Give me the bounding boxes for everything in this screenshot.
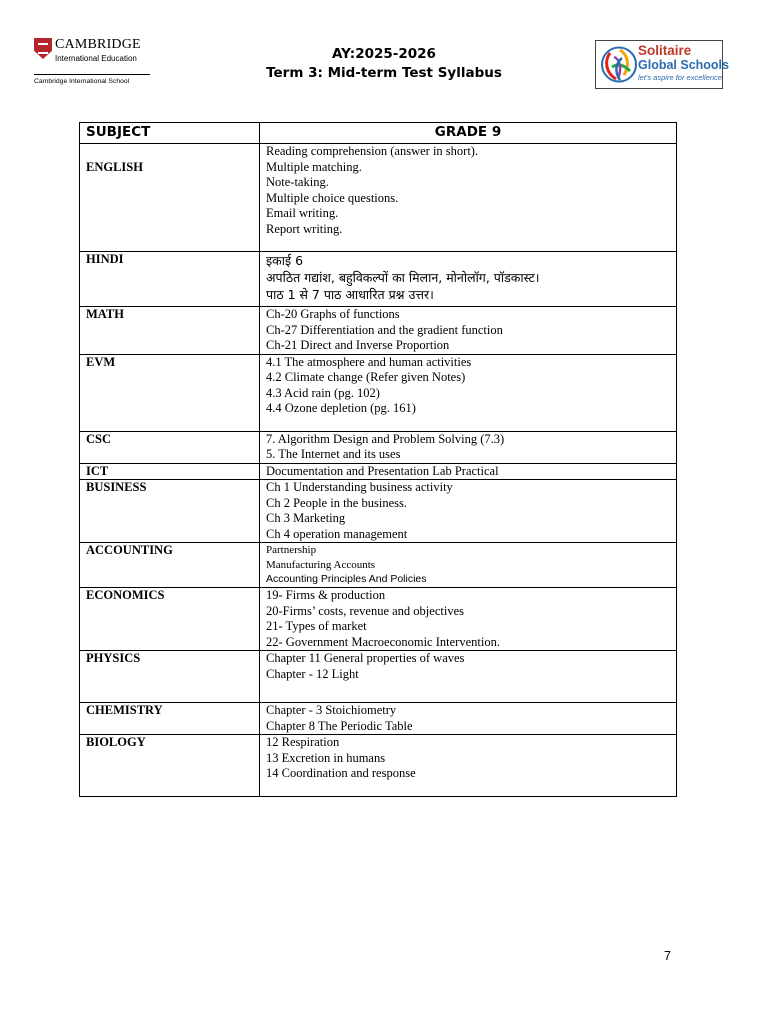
- table-row: [80, 703, 677, 735]
- table-row: [80, 354, 677, 431]
- cambridge-logo-name: CAMBRIDGE: [55, 37, 141, 52]
- subject-cell: CSC: [80, 431, 260, 463]
- topic-item: इकाई 6: [266, 253, 304, 268]
- table-row: [80, 307, 677, 355]
- topic-item: Note-taking.: [266, 175, 329, 189]
- topic-item: Chapter 8 The Periodic Table: [266, 718, 413, 733]
- topic-item: Ch 2 People in the business.: [266, 495, 407, 510]
- topics-cell: [260, 735, 677, 797]
- topic-item: 4.3 Acid rain (pg. 102): [266, 385, 380, 400]
- subject-column-header: SUBJECT: [80, 123, 260, 144]
- topics-cell: [260, 651, 677, 703]
- topic-item: Manufacturing Accounts: [266, 558, 376, 571]
- grade-column-header: GRADE 9: [260, 123, 677, 144]
- table-header-row: [80, 123, 677, 144]
- table-row: [80, 480, 677, 543]
- topic-item: Report writing.: [266, 221, 343, 236]
- topic-item: 4.4 Ozone depletion (pg. 161): [266, 401, 416, 415]
- topics-cell: [260, 463, 677, 480]
- subject-cell: BUSINESS: [80, 480, 260, 543]
- topic-item: Ch-21 Direct and Inverse Proportion: [266, 338, 450, 352]
- topic-item: 4.1 The atmosphere and human activities: [266, 354, 472, 369]
- topic-item: 21- Types of market: [266, 619, 367, 633]
- table-row: [80, 431, 677, 463]
- topic-item: Ch 4 operation management: [266, 526, 408, 541]
- topics-cell: [260, 252, 677, 307]
- subject-cell: MATH: [80, 307, 260, 355]
- subject-cell: CHEMISTRY: [80, 703, 260, 735]
- solitaire-logo-tagline: let's aspire for excellence: [638, 73, 722, 82]
- topic-item: Ch 3 Marketing: [266, 511, 346, 525]
- topics-cell: [260, 703, 677, 735]
- table-row: [80, 735, 677, 797]
- solitaire-globe-icon: [600, 45, 638, 84]
- table-row: [80, 588, 677, 651]
- subject-cell: PHYSICS: [80, 651, 260, 703]
- topic-item: 4.2 Climate change (Refer given Notes): [266, 370, 466, 384]
- topics-cell: [260, 144, 677, 252]
- topic-item: Documentation and Presentation Lab Practical: [266, 463, 499, 478]
- topic-item: Chapter - 3 Stoichiometry: [266, 703, 397, 717]
- table-row: [80, 543, 677, 588]
- syllabus-table: [79, 122, 677, 797]
- subject-cell: EVM: [80, 354, 260, 431]
- subject-cell: HINDI: [80, 252, 260, 307]
- cambridge-logo-subtitle: International Education: [55, 54, 137, 63]
- topic-item: Multiple matching.: [266, 159, 362, 174]
- topic-item: 12 Respiration: [266, 735, 340, 749]
- topic-item: Chapter - 12 Light: [266, 666, 359, 681]
- topic-item: Partnership: [266, 544, 317, 556]
- topic-item: Multiple choice questions.: [266, 190, 399, 205]
- subject-cell: ACCOUNTING: [80, 543, 260, 588]
- topic-item: 19- Firms & production: [266, 588, 386, 602]
- topics-cell: [260, 354, 677, 431]
- solitaire-logo-name2: Global Schools: [638, 58, 729, 72]
- topic-item: Email writing.: [266, 206, 339, 220]
- solitaire-logo: [595, 40, 729, 89]
- subject-cell: BIOLOGY: [80, 735, 260, 797]
- topic-item: Chapter 11 General properties of waves: [266, 651, 465, 665]
- topic-item: 7. Algorithm Design and Problem Solving (7.3): [266, 431, 505, 446]
- term-title: Term 3: Mid-term Test Syllabus: [266, 65, 502, 81]
- topic-item: अपठित गद्यांश, बहुविकल्पों का मिलान, मोनोलॉग, पॉडकास्ट।: [266, 270, 540, 285]
- topic-item: 14 Coordination and response: [266, 766, 416, 780]
- page-number: 7: [664, 949, 671, 963]
- subject-cell: ENGLISH: [80, 144, 260, 252]
- solitaire-logo-name: Solitaire: [638, 43, 692, 58]
- topic-item: पाठ 1 से 7 पाठ आधारित प्रश्न उत्तर।: [266, 287, 434, 302]
- table-row: [80, 252, 677, 307]
- subject-cell: ICT: [80, 463, 260, 480]
- topic-item: 20-Firms’ costs, revenue and objectives: [266, 603, 464, 618]
- table-row: [80, 144, 677, 252]
- topic-item: Ch-20 Graphs of functions: [266, 307, 400, 321]
- cambridge-logo-school: Cambridge International School: [34, 78, 130, 85]
- topics-cell: [260, 543, 677, 588]
- topic-item: Accounting Principles And Policies: [266, 573, 427, 586]
- topic-item: Reading comprehension (answer in short).: [266, 144, 479, 158]
- topics-cell: [260, 480, 677, 543]
- table-row: [80, 463, 677, 480]
- academic-year: AY:2025-2026: [332, 46, 436, 62]
- topics-cell: [260, 307, 677, 355]
- topic-item: 13 Excretion in humans: [266, 750, 386, 765]
- topic-item: 5. The Internet and its uses: [266, 447, 401, 461]
- topics-cell: [260, 431, 677, 463]
- topic-item: 22- Government Macroeconomic Intervention.: [266, 634, 500, 649]
- subject-cell: ECONOMICS: [80, 588, 260, 651]
- topic-item: Ch-27 Differentiation and the gradient function: [266, 322, 503, 337]
- table-row: [80, 651, 677, 703]
- topic-item: Ch 1 Understanding business activity: [266, 480, 453, 494]
- topics-cell: [260, 588, 677, 651]
